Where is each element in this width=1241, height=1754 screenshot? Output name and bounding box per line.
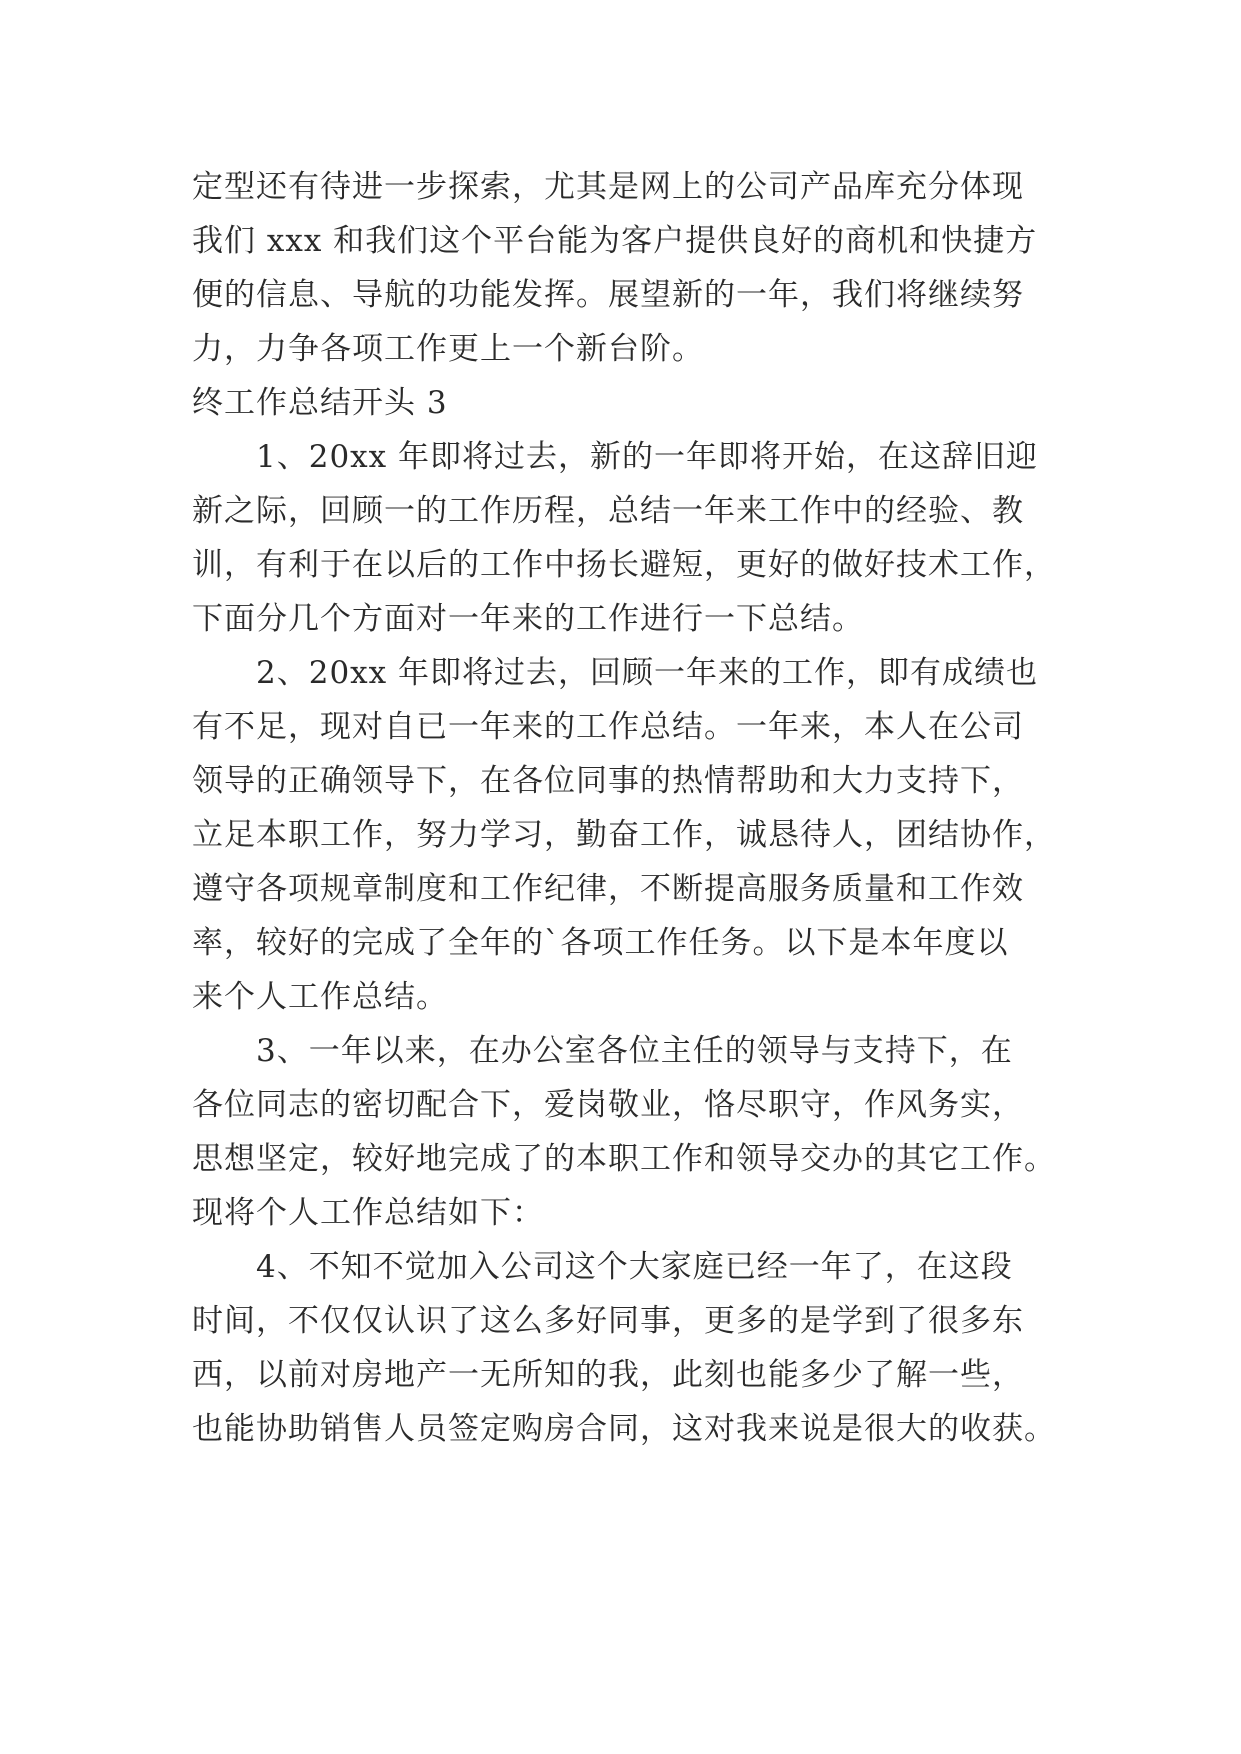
text-line: 便的信息、导航的功能发挥。展望新的一年，我们将继续努	[192, 277, 1024, 313]
text-line: 来个人工作总结。	[192, 979, 448, 1015]
continued-paragraph	[192, 160, 1052, 376]
text-line: 有不足，现对自已一年来的工作总结。一年来，本人在公司	[192, 709, 1024, 745]
paragraph-2	[192, 646, 1056, 1024]
text-line: 我们 xxx 和我们这个平台能为客户提供良好的商机和快捷方	[192, 223, 1038, 259]
text-line: 思想坚定，较好地完成了的本职工作和领导交办的其它工作。	[192, 1141, 1056, 1177]
text-line: 领导的正确领导下，在各位同事的热情帮助和大力支持下，	[192, 763, 1024, 799]
text-line: 力，力争各项工作更上一个新台阶。	[192, 331, 704, 367]
section-heading: 终工作总结开头 3	[192, 385, 448, 421]
text-line: 立足本职工作，努力学习，勤奋工作，诚恳待人，团结协作，	[192, 817, 1056, 853]
text-line: 下面分几个方面对一年来的工作进行一下总结。	[192, 601, 864, 637]
text-line: 训，有利于在以后的工作中扬长避短，更好的做好技术工作，	[192, 547, 1056, 583]
text-line: 也能协助销售人员签定购房合同，这对我来说是很大的收获。	[192, 1411, 1056, 1447]
text-line: 1、20xx 年即将过去，新的一年即将开始，在这辞旧迎	[256, 439, 1038, 475]
text-line: 遵守各项规章制度和工作纪律，不断提高服务质量和工作效	[192, 871, 1024, 907]
text-line: 4、不知不觉加入公司这个大家庭已经一年了，在这段	[256, 1249, 1013, 1285]
text-line: 新之际，回顾一的工作历程，总结一年来工作中的经验、教	[192, 493, 1024, 529]
document-body	[192, 160, 1056, 1456]
text-line: 西，以前对房地产一无所知的我，此刻也能多少了解一些，	[192, 1357, 1024, 1393]
paragraph-4	[192, 1240, 1056, 1456]
text-line: 现将个人工作总结如下：	[192, 1195, 544, 1231]
text-line: 时间，不仅仅认识了这么多好同事，更多的是学到了很多东	[192, 1303, 1024, 1339]
text-line: 各位同志的密切配合下，爱岗敬业，恪尽职守，作风务实，	[192, 1087, 1024, 1123]
paragraph-1	[192, 430, 1056, 646]
text-line: 定型还有待进一步探索，尤其是网上的公司产品库充分体现	[192, 169, 1024, 205]
text-line: 2、20xx 年即将过去，回顾一年来的工作，即有成绩也	[256, 655, 1038, 691]
paragraph-3	[192, 1024, 1056, 1240]
text-line: 率，较好的完成了全年的`各项工作任务。以下是本年度以	[192, 925, 1009, 961]
text-line: 3、一年以来，在办公室各位主任的领导与支持下，在	[256, 1033, 1013, 1069]
